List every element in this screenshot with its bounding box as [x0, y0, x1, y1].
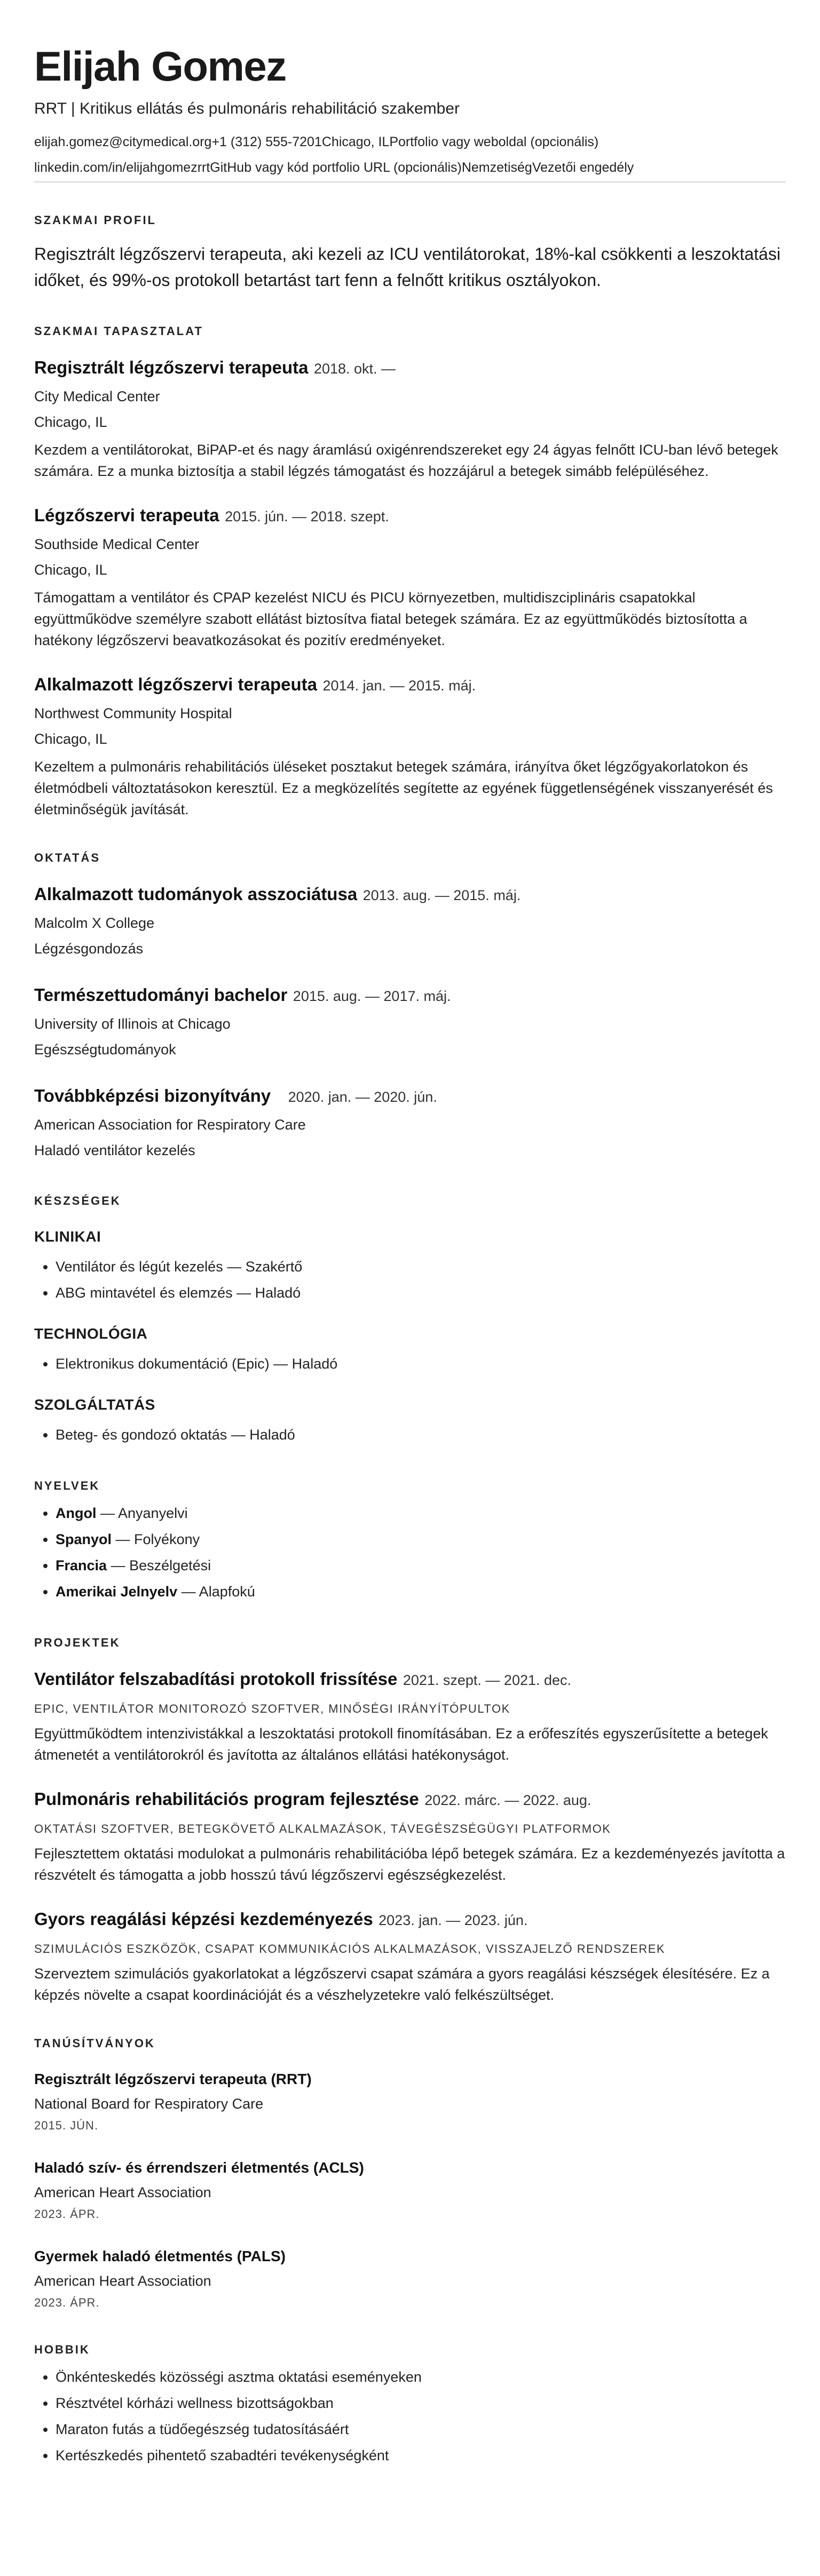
skills-section [34, 1193, 786, 1448]
candidate-role: RRT | Kritikus ellátás és pulmonáris rehabilitáció szakember [34, 100, 460, 117]
education-entry [34, 1084, 786, 1163]
section-title-education: OKTATÁS [34, 851, 101, 864]
certification-issuer: American Heart Association [34, 2273, 211, 2289]
hobby-item: • Önkénteskedés közösségi asztma oktatási eseményeken [56, 2364, 786, 2390]
job-title: Regisztrált légzőszervi terapeuta [34, 357, 309, 377]
certification-entry [34, 2245, 786, 2312]
skill-group-title: SZOLGÁLTATÁS [34, 1396, 155, 1413]
section-title-certifications: TANÚSÍTVÁNYOK [34, 2037, 155, 2050]
language-item [56, 1553, 786, 1579]
language-item [56, 1579, 786, 1605]
project-description: Együttműködtem intenzivistákkal a leszoktatási protokoll finomításában. Ez a erőfeszítés egyszerűsítette a betegek átmenetét a ventilátorokról és javította az általános ellátási hatékonyságot. [34, 1726, 768, 1763]
degree-title: Alkalmazott tudományok asszociátusa [34, 884, 358, 904]
education-entry [34, 882, 786, 961]
project-entry [34, 1907, 786, 2006]
skill-list [34, 1351, 786, 1377]
language-name: Spanyol [56, 1531, 112, 1547]
skill-list [34, 1422, 786, 1448]
study-field: Haladó ventilátor kezelés [34, 1142, 195, 1158]
hobby-item: • Résztvétel kórházi wellness bizottságokban [56, 2390, 786, 2416]
project-entry [34, 1667, 786, 1766]
skill-item: • Ventilátor és légút kezelés — Szakértő [56, 1254, 786, 1280]
languages-section [34, 1478, 786, 1605]
language-list [34, 1500, 786, 1605]
certification-date: 2015. JÚN. [34, 2119, 99, 2132]
education-section [34, 850, 786, 1163]
job-description: Kezdem a ventilátorokat, BiPAP-et és nagy áramlású oxigénrendszereket egy 24 ágyas felnőtt ICU-ban lévő betegek számára. Ez a munka biztosítja a stabil légzés támogatást és hozzájárul a betegek simább felépüléséhez. [34, 442, 778, 479]
project-title: Gyors reagálási képzési kezdeményezés [34, 1909, 373, 1929]
project-entry [34, 1787, 786, 1886]
job-employer: Southside Medical Center [34, 536, 200, 552]
skill-group-title: KLINIKAI [34, 1228, 101, 1245]
job-location: Chicago, IL [34, 731, 107, 747]
job-date: 2014. jan. — 2015. máj. [322, 678, 476, 694]
job-description: Támogattam a ventilátor és CPAP kezelést NICU és PICU környezetben, multidiszciplináris csapatokkal együttműködve személyre szabott ellátást biztosítva fiatal betegek számára. Ez az együttműködés biztosította a hatékony légzőszervi beavatkozásokat és pozitív eredményeket. [34, 590, 747, 648]
profile-text: Regisztrált légzőszervi terapeuta, aki kezeli az ICU ventilátorokat, 18%-kal csökkenti a leszoktatási időket, és 99%-os protokoll betartást tart fenn a felnőtt kritikus osztályokon. [34, 244, 780, 290]
certification-entry [34, 2068, 786, 2135]
language-item [56, 1500, 786, 1526]
education-entry [34, 983, 786, 1062]
skill-item: • Elektronikus dokumentáció (Epic) — Haladó [56, 1351, 786, 1377]
contact-line-2: linkedin.com/in/elijahgomezrrtGitHub vagy kód portfolio URL (opcionális)NemzetiségVezetői engedély [34, 160, 634, 175]
project-title: Pulmonáris rehabilitációs program fejlesztése [34, 1789, 419, 1809]
skill-item: • Beteg- és gondozó oktatás — Haladó [56, 1422, 786, 1448]
language-name: Amerikai Jelnyelv [56, 1584, 178, 1600]
study-field: Légzésgondozás [34, 941, 144, 957]
section-title-profile: SZAKMAI PROFIL [34, 213, 156, 227]
certification-entry [34, 2156, 786, 2223]
certification-date: 2023. ÁPR. [34, 2207, 100, 2221]
section-title-skills: KÉSZSÉGEK [34, 1194, 121, 1207]
experience-entry [34, 503, 786, 651]
project-description: Fejlesztettem oktatási modulokat a pulmonáris rehabilitációba lépő betegek számára. Ez a kezdeményezés javította a részvételt és támogatta a jobb hosszú távú légzőszervi egészségkezelést. [34, 1846, 785, 1883]
job-date: 2015. jún. — 2018. szept. [225, 508, 389, 524]
projects-section [34, 1635, 786, 2006]
project-tags: SZIMULÁCIÓS ESZKÖZÖK, CSAPAT KOMMUNIKÁCIÓS ALKALMAZÁSOK, VISSZAJELZŐ RENDSZEREK [34, 1942, 666, 1955]
job-location: Chicago, IL [34, 414, 107, 430]
certification-date: 2023. ÁPR. [34, 2296, 100, 2309]
profile-section [34, 212, 786, 293]
project-description: Szerveztem szimulációs gyakorlatokat a légzőszervi csapat számára a gyors reagálási készségek élesítésére. Ez a képzés növelte a csapat koordinációját és a vészhelyzetekre való felkészültséget. [34, 1966, 770, 2003]
school-name: Malcolm X College [34, 915, 155, 931]
degree-date: 2015. aug. — 2017. máj. [293, 988, 451, 1004]
project-title: Ventilátor felszabadítási protokoll frissítése [34, 1669, 398, 1689]
certifications-section [34, 2036, 786, 2312]
project-date: 2021. szept. — 2021. dec. [403, 1672, 572, 1688]
hobbies-section [34, 2342, 786, 2469]
contact-line-1: elijah.gomez@citymedical.org+1 (312) 555-7201Chicago, ILPortfolio vagy weboldal (opcionális) [34, 134, 599, 149]
certification-title: Regisztrált légzőszervi terapeuta (RRT) [34, 2071, 312, 2087]
language-name: Angol [56, 1505, 97, 1521]
experience-section [34, 323, 786, 820]
study-field: Egészségtudományok [34, 1041, 176, 1058]
job-location: Chicago, IL [34, 562, 107, 578]
skill-group-title: TECHNOLÓGIA [34, 1325, 148, 1342]
certification-title: Gyermek haladó életmentés (PALS) [34, 2248, 286, 2264]
language-level: — Folyékony [115, 1531, 200, 1547]
degree-title: Természettudományi bachelor [34, 985, 288, 1005]
degree-date: 2013. aug. — 2015. máj. [362, 887, 521, 903]
project-date: 2023. jan. — 2023. jún. [379, 1912, 528, 1928]
certification-issuer: American Heart Association [34, 2184, 211, 2200]
job-title: Alkalmazott légzőszervi terapeuta [34, 674, 317, 694]
project-tags: OKTATÁSI SZOFTVER, BETEGKÖVETŐ ALKALMAZÁSOK, TÁVEGÉSZSÉGÜGYI PLATFORMOK [34, 1822, 611, 1835]
hobby-item: • Kertészkedés pihentető szabadtéri tevékenységként [56, 2443, 786, 2469]
section-title-projects: PROJEKTEK [34, 1636, 121, 1649]
job-date: 2018. okt. — [313, 361, 396, 377]
candidate-name: Elijah Gomez [34, 43, 286, 90]
skill-list [34, 1254, 786, 1306]
section-title-hobbies: HOBBIK [34, 2343, 90, 2356]
section-title-languages: NYELVEK [34, 1479, 100, 1492]
degree-date: 2020. jan. — 2020. jún. [288, 1089, 437, 1105]
project-tags: EPIC, VENTILÁTOR MONITOROZÓ SZOFTVER, MINŐSÉGI IRÁNYÍTÓPULTOK [34, 1702, 510, 1715]
school-name: University of Illinois at Chicago [34, 1016, 231, 1032]
certification-issuer: National Board for Respiratory Care [34, 2096, 264, 2112]
job-employer: Northwest Community Hospital [34, 705, 232, 721]
hobby-list [34, 2364, 786, 2469]
job-description: Kezeltem a pulmonáris rehabilitációs üléseket posztakut betegek számára, irányítva őket légzőgyakorlatokon és életmódbeli változtatásokon keresztül. Ez a megközelítés segítette az egyének függetlenségének visszanyerését és életminőségük javítását. [34, 759, 773, 817]
degree-title: Továbbképzési bizonyítvány [34, 1086, 271, 1106]
experience-entry [34, 355, 786, 482]
certification-title: Haladó szív- és érrendszeri életmentés (ACLS) [34, 2159, 364, 2176]
language-level: — Beszélgetési [111, 1557, 211, 1573]
contact-info [34, 129, 786, 182]
project-date: 2022. márc. — 2022. aug. [424, 1792, 592, 1808]
language-name: Francia [56, 1557, 107, 1573]
school-name: American Association for Respiratory Care [34, 1117, 306, 1133]
job-title: Légzőszervi terapeuta [34, 505, 219, 525]
language-level: — Anyanyelvi [100, 1505, 188, 1521]
skill-item: • ABG mintavétel és elemzés — Haladó [56, 1280, 786, 1306]
section-title-experience: SZAKMAI TAPASZTALAT [34, 324, 203, 338]
language-level: — Alapfokú [181, 1584, 255, 1600]
experience-entry [34, 672, 786, 820]
language-item [56, 1526, 786, 1553]
job-employer: City Medical Center [34, 388, 160, 404]
hobby-item: • Maraton futás a tüdőegészség tudatosításáért [56, 2416, 786, 2443]
